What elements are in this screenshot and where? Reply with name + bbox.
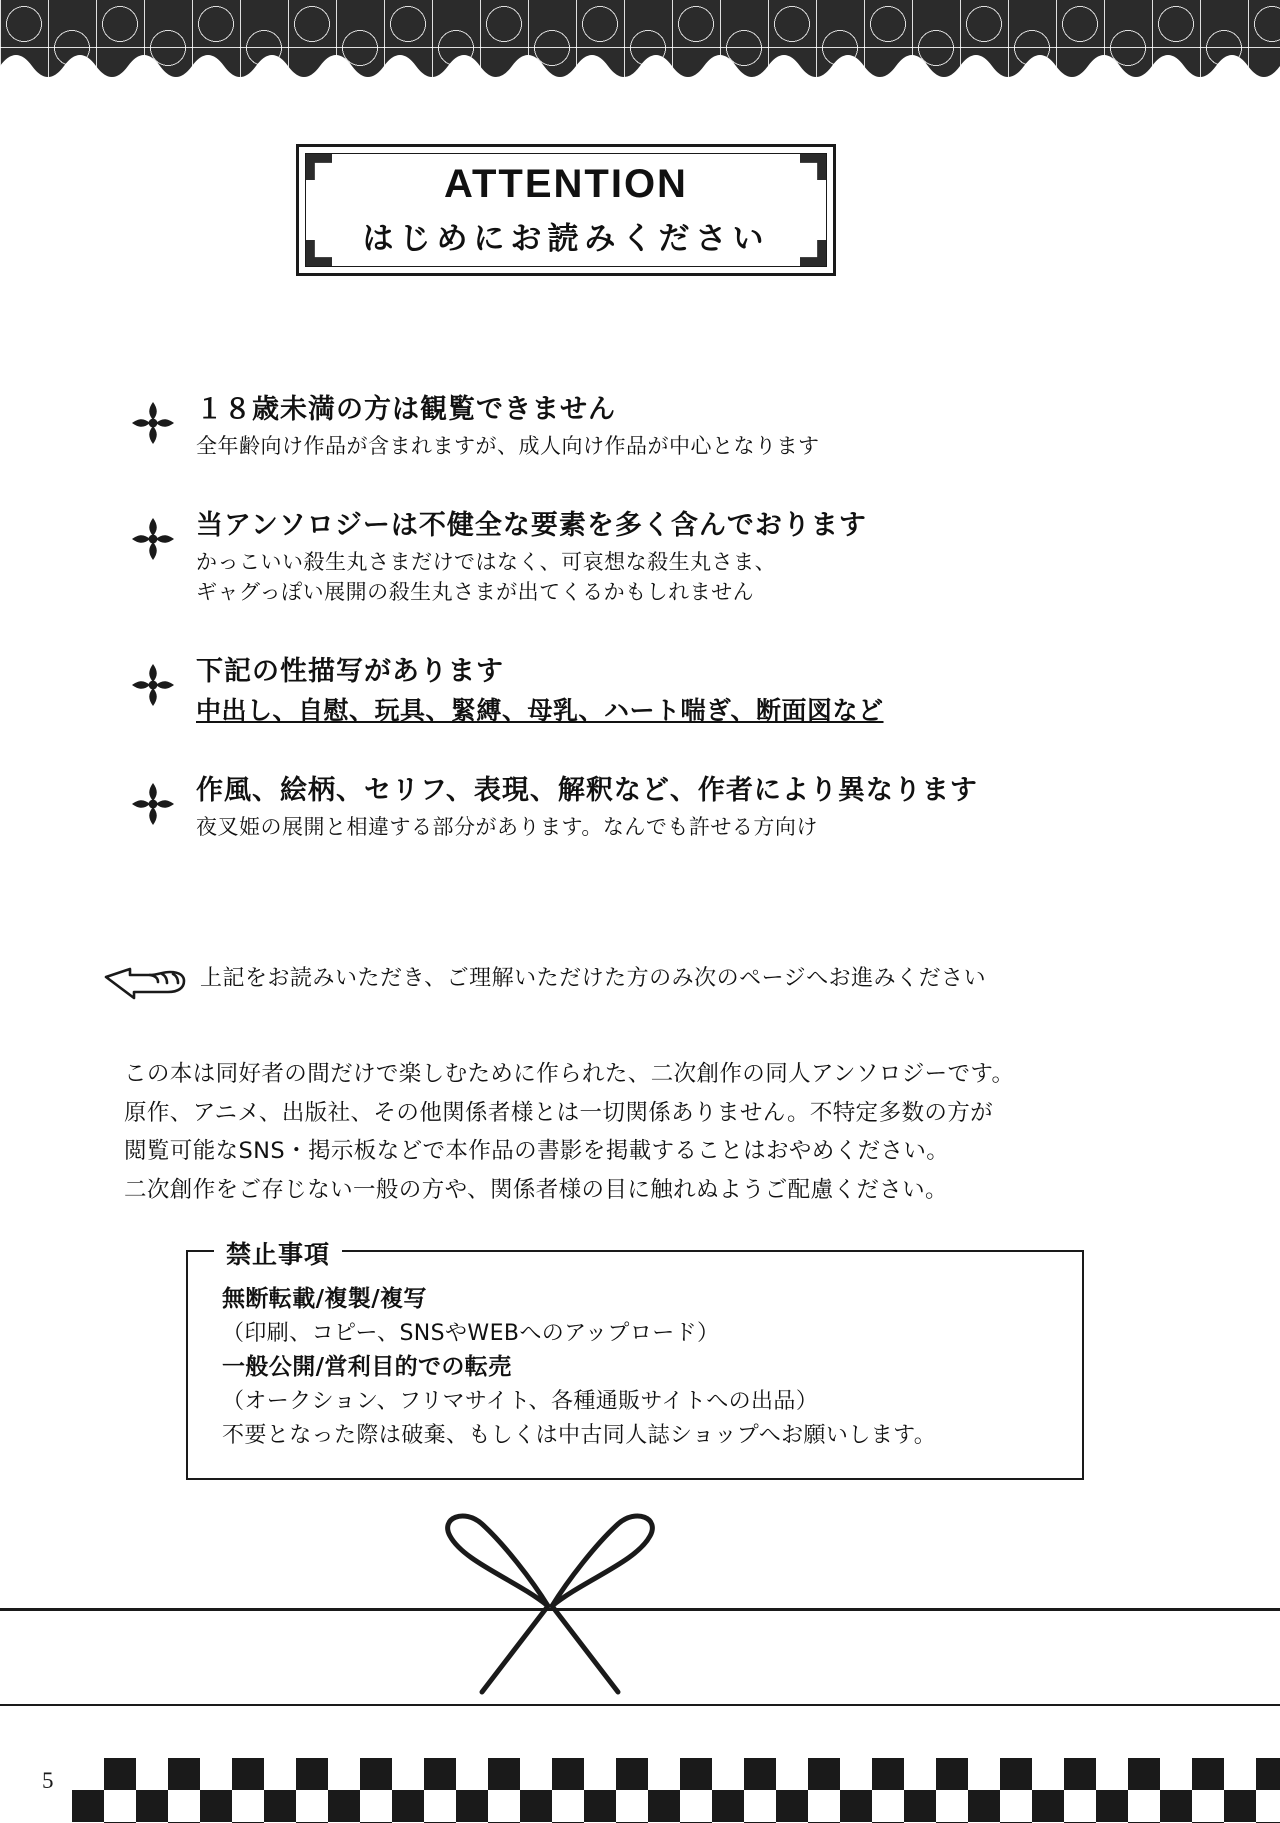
- notice-body: [196, 654, 1150, 729]
- bottom-rule-upper: [0, 1608, 1280, 1611]
- pointing-hand-icon: [100, 952, 190, 1000]
- notice-subline: 全年齢向け作品が含まれますが、成人向け作品が中心となります: [196, 434, 820, 459]
- corner-ornament-bottom-left: [306, 240, 332, 266]
- flower-bullet-icon: [130, 662, 176, 708]
- notice-heading: 当アンソロジーは不健全な要素を多く含んでおります: [196, 509, 867, 541]
- notice-item: [130, 508, 1150, 608]
- attention-title-box: [296, 144, 836, 276]
- notice-list: [130, 392, 1150, 876]
- prohibited-line: （印刷、コピー、SNSやWEBへのアップロード）: [222, 1320, 720, 1346]
- notice-subline-underlined: 中出し、自慰、玩具、緊縛、母乳、ハート喘ぎ、断面図など: [196, 695, 884, 725]
- prohibited-line: 一般公開/営利目的での転売: [222, 1354, 512, 1381]
- page-number: 5: [42, 1768, 54, 1793]
- flower-bullet-icon: [130, 400, 176, 446]
- disclaimer-line: 原作、アニメ、出版社、その他関係者様とは一切関係ありません。不特定多数の方が: [124, 1099, 994, 1126]
- prohibited-items-legend: 禁止事項: [214, 1235, 342, 1271]
- notice-body: [196, 508, 1150, 608]
- disclaimer-line: この本は同好者の間だけで楽しむために作られた、二次創作の同人アンソロジーです。: [124, 1061, 1015, 1087]
- page-title-japanese: はじめにお読みください: [362, 221, 770, 257]
- notice-heading: １８歳未満の方は観覧できません: [196, 394, 616, 425]
- notice-subline: ギャグっぽい展開の殺生丸さまが出てくるかもしれません: [196, 580, 755, 605]
- prohibited-line: （オークション、フリマサイト、各種通販サイトへの出品）: [222, 1389, 819, 1415]
- notice-subline: 夜叉姫の展開と相違する部分があります。なんでも許せる方向け: [196, 814, 818, 839]
- notice-heading: 下記の性描写があります: [196, 655, 504, 687]
- notice-item: [130, 654, 1150, 729]
- prohibited-line: 不要となった際は破棄、もしくは中古同人誌ショップへお願いします。: [222, 1422, 937, 1448]
- prohibited-line: 無断転載/複製/複写: [222, 1286, 427, 1312]
- page-title-english: ATTENTION: [444, 162, 688, 206]
- bottom-rule-lower: [0, 1704, 1280, 1706]
- corner-ornament-top-right: [800, 154, 826, 180]
- disclaimer-line: 閲覧可能なSNS・掲示板などで本作品の書影を掲載することはおやめください。: [124, 1138, 950, 1165]
- flower-bullet-icon: [130, 781, 176, 827]
- notice-body: [196, 392, 1150, 462]
- corner-ornament-bottom-right: [800, 240, 826, 266]
- ribbon-bow-ornament: [420, 1510, 680, 1695]
- corner-ornament-top-left: [306, 154, 332, 180]
- flower-bullet-icon: [130, 516, 176, 562]
- notice-body: [196, 773, 1150, 843]
- notice-subline: かっこいい殺生丸さまだけではなく、可哀想な殺生丸さま、: [196, 549, 777, 574]
- prohibited-items-box: [186, 1240, 1084, 1480]
- wave-edge-mask: [0, 44, 1280, 88]
- checkerboard-border: [72, 1758, 1280, 1823]
- disclaimer-paragraph: [124, 1055, 1164, 1210]
- notice-item: [130, 773, 1150, 843]
- notice-heading: 作風、絵柄、セリフ、表現、解釈など、作者により異なります: [196, 774, 978, 806]
- disclaimer-line: 二次創作をご存じない一般の方や、関係者様の目に触れぬようご配慮ください。: [124, 1177, 948, 1204]
- pointer-note-row: [100, 952, 1200, 1000]
- pointer-note-text: 上記をお読みいただき、ご理解いただけた方のみ次のページへお進みください: [200, 965, 987, 991]
- notice-item: [130, 392, 1150, 462]
